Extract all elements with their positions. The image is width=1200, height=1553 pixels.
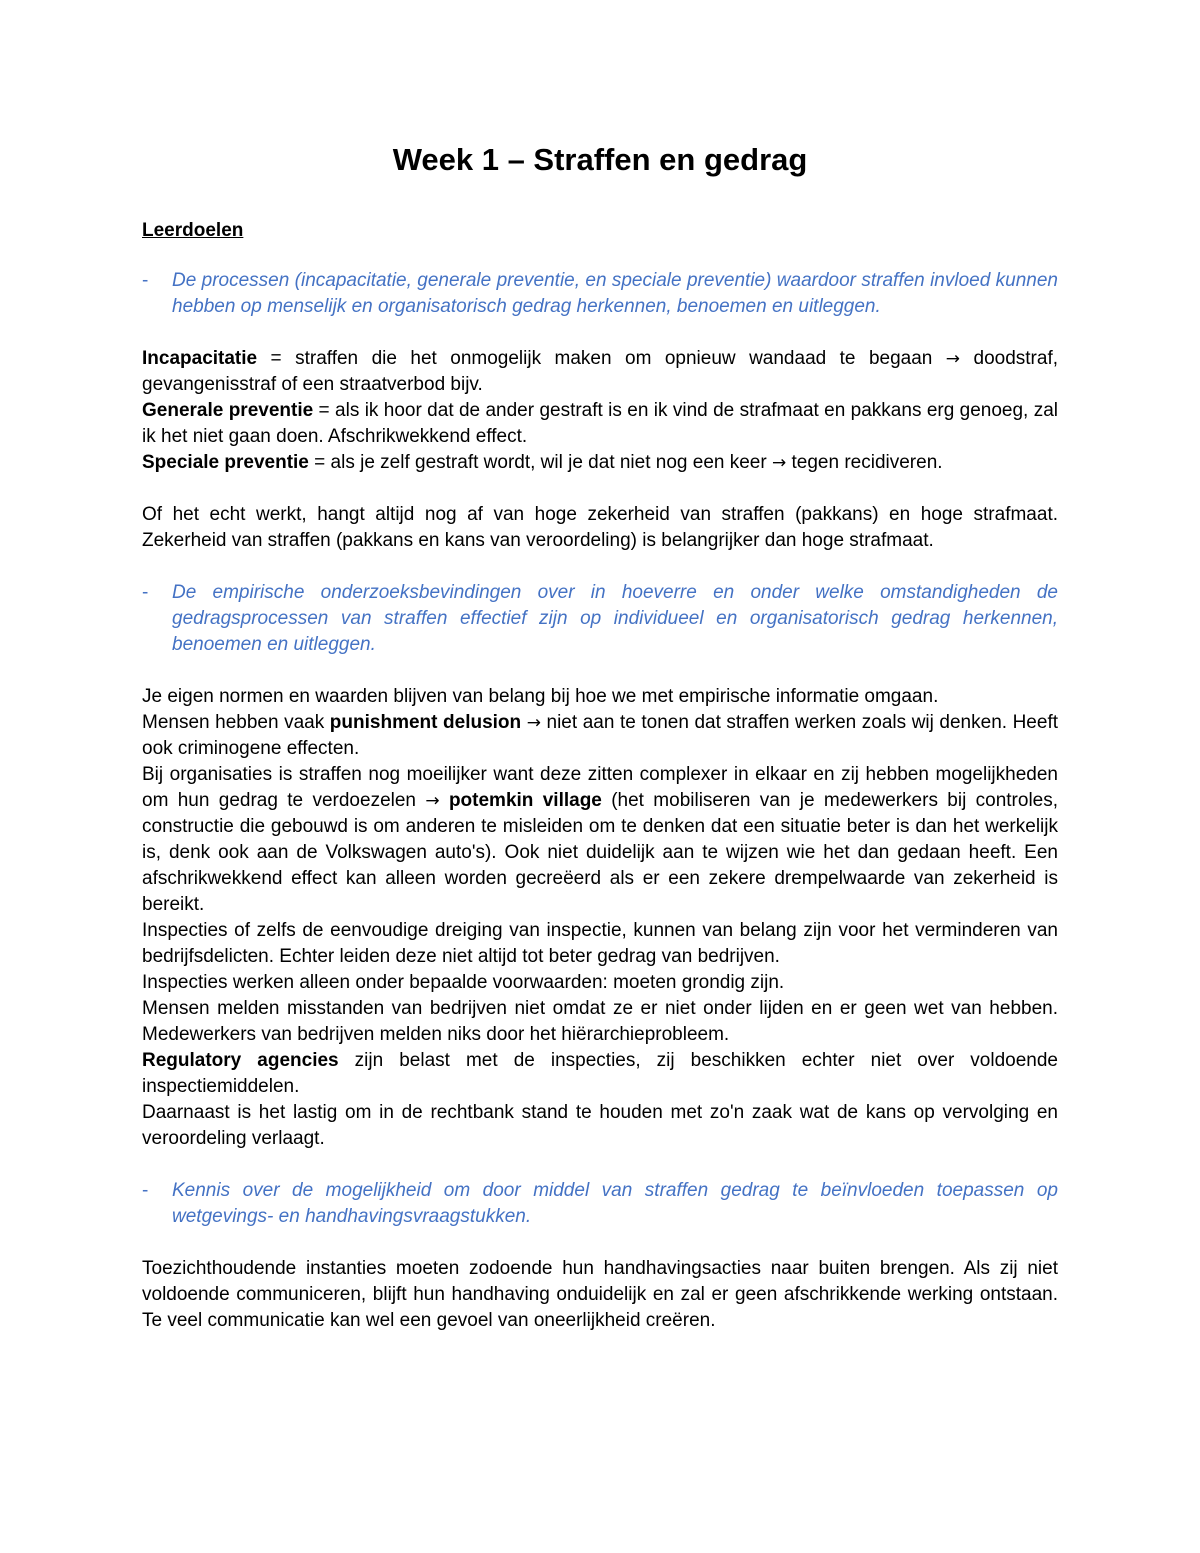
paragraph-norms: Je eigen normen en waarden blijven van belang bij hoe we met empirische informatie omgaan.: [142, 686, 939, 707]
paragraph-inspections-1: Inspecties of zelfs de eenvoudige dreiging van inspectie, kunnen van belang zijn voor het verminderen van bedrijfsdelicten. Echter leiden deze niet altijd tot beter gedrag van bedrijven.: [142, 920, 1058, 967]
term-speciale-preventie: Speciale preventie: [142, 452, 309, 473]
term-generale-preventie: Generale preventie: [142, 400, 314, 421]
list-dash: -: [142, 270, 149, 291]
paragraph-inspections-2: Inspecties werken alleen onder bepaalde voorwaarden: moeten grondig zijn.: [142, 972, 785, 993]
learning-goal-3: [142, 1178, 1058, 1230]
section-heading-leerdoelen: Leerdoelen: [142, 220, 244, 241]
learning-goal-1-text: De processen (incapacitatie, generale preventie, en speciale preventie) waardoor straffen invloed kunnen hebben op menselijk en organisatorisch gedrag herkennen, benoemen en uitleggen.: [172, 270, 1058, 317]
paragraph-effectiveness: Of het echt werkt, hangt altijd nog af van hoge zekerheid van straffen (pakkans) en hoge strafmaat. Zekerheid van straffen (pakkans en kans van veroordeling) is belangrijker dan hoge strafmaat.: [142, 504, 1058, 551]
learning-goal-3-text: Kennis over de mogelijkheid om door middel van straffen gedrag te beïnvloeden toepassen op wetgevings- en handhavingsvraagstukken.: [172, 1180, 1058, 1227]
arrow-right-icon: →: [771, 453, 787, 473]
paragraph-court: Daarnaast is het lastig om in de rechtbank stand te houden met zo'n zaak wat de kans op vervolging en veroordeling verlaagt.: [142, 1102, 1058, 1149]
paragraph-reporting: Mensen melden misstanden van bedrijven niet omdat ze er niet onder lijden en er geen wet van hebben. Medewerkers van bedrijven melden niks door het hiërarchieprobleem.: [142, 998, 1058, 1045]
arrow-right-icon: →: [526, 713, 541, 733]
term-regulatory-agencies: Regulatory agencies: [142, 1050, 339, 1071]
definition-generale-preventie: Generale preventie = als ik hoor dat de ander gestraft is en ik vind de strafmaat en pakkans erg genoeg, zal ik het niet gaan doen. Afschrikwekkend effect.: [142, 400, 1058, 447]
learning-goal-1: [142, 268, 1058, 320]
paragraph-regulatory-agencies: Regulatory agencies zijn belast met de inspecties, zij beschikken echter niet over voldoende inspectiemiddelen.: [142, 1050, 1059, 1097]
arrow-right-icon: →: [425, 791, 440, 811]
paragraph-supervision: Toezichthoudende instanties moeten zodoende hun handhavingsacties naar buiten brengen. Als zij niet voldoende communiceren, blijft hun handhaving onduidelijk en zal er geen afschrikkende werking ontstaan. Te veel communicatie kan wel een gevoel van oneerlijkheid creëren.: [142, 1258, 1058, 1331]
term-potemkin-village: potemkin village: [448, 790, 602, 811]
learning-goal-2-text: De empirische onderzoeksbevindingen over in hoeverre en onder welke omstandigheden de gedragsprocessen van straffen effectief zijn op individueel en organisatorisch gedrag herkennen, benoemen en uitleggen.: [172, 582, 1058, 655]
term-incapacitatie: Incapacitatie: [142, 348, 258, 369]
document-title: Week 1 – Straffen en gedrag: [392, 142, 808, 177]
paragraph-organisations: Bij organisaties is straffen nog moeilijker want deze zitten complexer in elkaar en zij hebben mogelijkheden om hun gedrag te verdoezelen → potemkin village (het mobiliseren van je medewerkers bij controles, constructie die gebouwd is om anderen te misleiden om te denken dat een situatie beter is dan het werkelijk is, denk ook aan de Volkswagen auto's). Ook niet duidelijk aan te wijzen wie het dan gedaan heeft. Een afschrikwekkend effect kan alleen worden gecreëerd als er een zekere drempelwaarde van zekerheid is bereikt.: [142, 764, 1059, 915]
list-dash: -: [142, 1180, 149, 1201]
paragraph-punishment-delusion: Mensen hebben vaak punishment delusion → niet aan te tonen dat straffen werken zoals wij denken. Heeft ook criminogene effecten.: [142, 712, 1059, 759]
term-punishment-delusion: punishment delusion: [329, 712, 522, 733]
list-dash: -: [142, 582, 149, 603]
learning-goal-2: [142, 580, 1058, 658]
definition-incapacitatie: Incapacitatie = straffen die het onmogelijk maken om opnieuw wandaad te begaan → doodstraf, gevangenisstraf of een straatverbod bijv.: [142, 348, 1058, 395]
arrow-right-icon: →: [945, 349, 961, 369]
document-page: [142, 140, 1058, 1334]
definition-speciale-preventie: Speciale preventie = als je zelf gestraft wordt, wil je dat niet nog een keer → tegen recidiveren.: [142, 452, 943, 473]
